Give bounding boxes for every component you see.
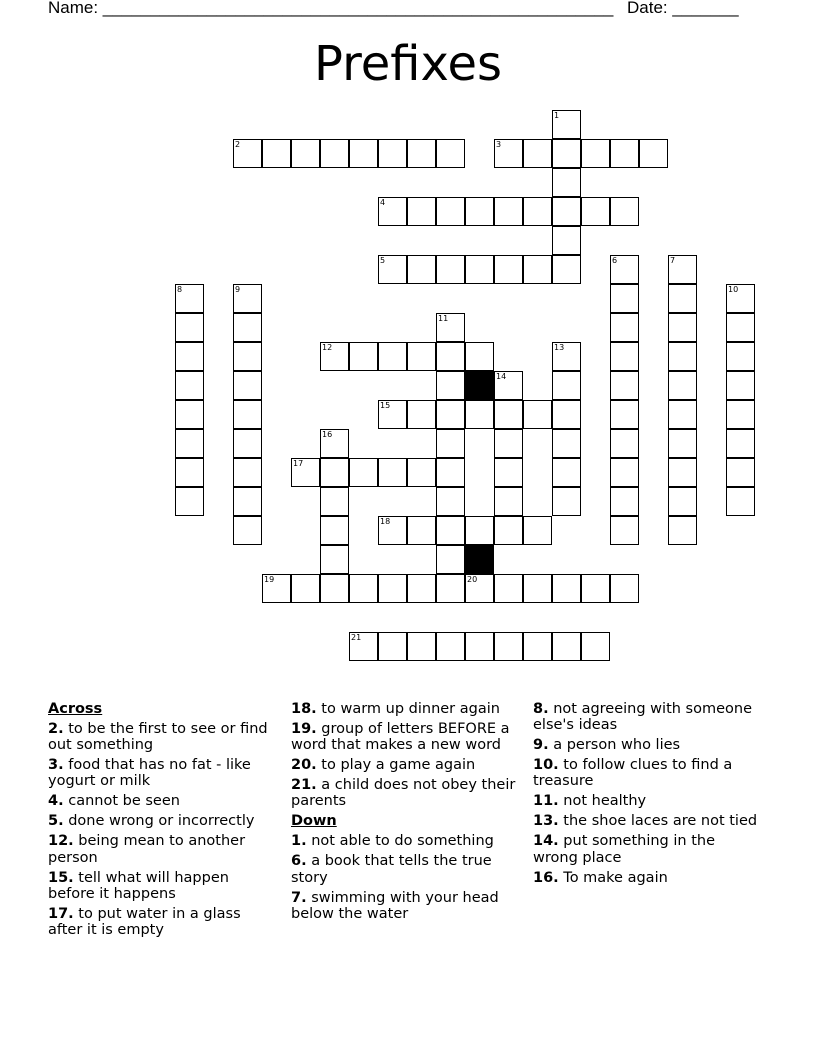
grid-cell[interactable]: [465, 516, 494, 545]
page-title: Prefixes: [313, 36, 502, 92]
clue-number-label: 14: [496, 372, 507, 381]
grid-cell[interactable]: [320, 487, 349, 516]
down-clue: [291, 833, 519, 849]
down-clue: [533, 757, 763, 789]
clue-number-label: 9: [235, 285, 241, 294]
grid-cell[interactable]: [320, 458, 349, 487]
grid-cell[interactable]: [233, 429, 262, 458]
clue-number: 9.: [533, 737, 549, 754]
grid-cell[interactable]: [233, 400, 262, 429]
grid-cell[interactable]: [494, 632, 523, 661]
across-clue: [48, 757, 273, 789]
clue-text: being mean to another person: [48, 833, 246, 866]
grid-cell[interactable]: [523, 197, 552, 226]
grid-cell[interactable]: [465, 632, 494, 661]
grid-cell[interactable]: [552, 429, 581, 458]
name-field-label: Name: ______________________________________________________: [48, 0, 614, 17]
clue-number: 2.: [48, 721, 64, 737]
grid-cell[interactable]: [581, 197, 610, 226]
across-clue: [291, 757, 519, 773]
grid-cell[interactable]: [494, 139, 523, 168]
grid-cell[interactable]: [407, 400, 436, 429]
grid-cell[interactable]: [320, 574, 349, 603]
grid-cell[interactable]: [726, 313, 755, 342]
grid-cell[interactable]: [465, 574, 494, 603]
clue-number-label: 7: [670, 256, 676, 265]
grid-cell[interactable]: [378, 516, 407, 545]
grid-cell[interactable]: [233, 284, 262, 313]
grid-cell[interactable]: [407, 458, 436, 487]
grid-cell[interactable]: [407, 255, 436, 284]
grid-cell[interactable]: [610, 516, 639, 545]
grid-cell[interactable]: [407, 516, 436, 545]
grid-cell[interactable]: [610, 313, 639, 342]
grid-cell[interactable]: [436, 632, 465, 661]
clue-number-label: 19: [264, 575, 275, 584]
grid-cell[interactable]: [378, 197, 407, 226]
down-clue: [533, 813, 763, 829]
clue-number: 18.: [291, 701, 317, 717]
clue-text: not healthy: [563, 793, 647, 810]
grid-cell[interactable]: [552, 458, 581, 487]
across-heading: Across: [48, 701, 103, 717]
grid-cell[interactable]: [291, 139, 320, 168]
clue-number-label: 5: [380, 256, 386, 265]
grid-cell[interactable]: [175, 487, 204, 516]
grid-cell[interactable]: [436, 458, 465, 487]
across-clue: [48, 813, 273, 829]
grid-cell[interactable]: [610, 458, 639, 487]
grid-cell[interactable]: [320, 429, 349, 458]
clue-text: to follow clues to find a treasure: [533, 757, 733, 790]
grid-cell[interactable]: [233, 516, 262, 545]
down-clue: [533, 833, 763, 865]
grid-cell[interactable]: [726, 458, 755, 487]
grid-cell[interactable]: [233, 342, 262, 371]
down-clue: [291, 890, 519, 922]
grid-cell[interactable]: [668, 255, 697, 284]
grid-cell[interactable]: [494, 400, 523, 429]
grid-cell[interactable]: [552, 168, 581, 197]
clue-text: food that has no fat - like yogurt or milk: [48, 757, 251, 790]
clue-number: 4.: [48, 793, 64, 810]
grid-cell[interactable]: [465, 255, 494, 284]
date-field-label: Date: _______: [627, 0, 739, 17]
grid-cell[interactable]: [610, 429, 639, 458]
down-clue: [533, 870, 763, 886]
grid-cell[interactable]: [262, 574, 291, 603]
across-clue: [48, 721, 273, 753]
grid-cell[interactable]: [175, 429, 204, 458]
clue-number-label: 11: [438, 314, 449, 323]
grid-cell[interactable]: [378, 458, 407, 487]
clue-text: a person who lies: [553, 737, 681, 754]
grid-cell[interactable]: [407, 632, 436, 661]
grid-cell[interactable]: [552, 110, 581, 139]
grid-cell[interactable]: [668, 342, 697, 371]
clue-number: 21.: [291, 777, 317, 794]
grid-cell[interactable]: [610, 139, 639, 168]
grid-cell[interactable]: [668, 313, 697, 342]
grid-cell[interactable]: [233, 487, 262, 516]
clues-column-1: [48, 701, 273, 942]
grid-cell[interactable]: [233, 139, 262, 168]
grid-cell[interactable]: [407, 574, 436, 603]
grid-cell[interactable]: [552, 632, 581, 661]
clue-number: 19.: [291, 721, 317, 737]
grid-cell[interactable]: [436, 197, 465, 226]
clue-text: tell what will happen before it happens: [48, 869, 229, 902]
grid-cell[interactable]: [436, 371, 465, 400]
grid-cell[interactable]: [552, 255, 581, 284]
down-clue: [533, 737, 763, 753]
grid-cell[interactable]: [552, 400, 581, 429]
grid-cell[interactable]: [494, 458, 523, 487]
grid-cell[interactable]: [639, 139, 668, 168]
clue-number-label: 18: [380, 517, 391, 526]
grid-cell[interactable]: [407, 139, 436, 168]
grid-cell[interactable]: [233, 371, 262, 400]
clue-number: 8.: [533, 701, 549, 717]
clue-number-label: 16: [322, 430, 333, 439]
clue-number: 6.: [291, 853, 307, 870]
grid-cell[interactable]: [175, 400, 204, 429]
grid-cell[interactable]: [726, 400, 755, 429]
clue-number-label: 21: [351, 633, 362, 642]
grid-cell[interactable]: [610, 400, 639, 429]
grid-cell[interactable]: [378, 632, 407, 661]
clue-number: 14.: [533, 833, 559, 850]
grid-cell[interactable]: [494, 371, 523, 400]
clue-number-label: 20: [467, 575, 478, 584]
grid-cell[interactable]: [523, 255, 552, 284]
grid-cell[interactable]: [407, 342, 436, 371]
grid-cell[interactable]: [494, 487, 523, 516]
clue-number: 17.: [48, 905, 74, 922]
grid-cell[interactable]: [494, 429, 523, 458]
clue-number-label: 3: [496, 140, 502, 149]
grid-cell[interactable]: [668, 400, 697, 429]
grid-cell[interactable]: [436, 139, 465, 168]
grid-cell[interactable]: [552, 139, 581, 168]
grid-cell[interactable]: [494, 197, 523, 226]
grid-cell[interactable]: [668, 487, 697, 516]
across-clue: [291, 721, 519, 753]
clue-text: to play a game again: [321, 757, 476, 774]
clue-number-label: 17: [293, 459, 304, 468]
clue-number: 7.: [291, 889, 307, 906]
clue-text: not able to do something: [311, 833, 494, 850]
grid-cell[interactable]: [407, 197, 436, 226]
grid-cell[interactable]: [378, 139, 407, 168]
clue-number-label: 6: [612, 256, 618, 265]
grid-cell[interactable]: [436, 255, 465, 284]
grid-cell[interactable]: [465, 342, 494, 371]
clue-number-label: 2: [235, 140, 241, 149]
grid-cell[interactable]: [552, 342, 581, 371]
grid-cell[interactable]: [668, 371, 697, 400]
grid-cell[interactable]: [320, 139, 349, 168]
grid-cell[interactable]: [552, 574, 581, 603]
clue-number: 10.: [533, 757, 559, 774]
grid-cell[interactable]: [610, 255, 639, 284]
clue-text: To make again: [563, 869, 668, 886]
grid-cell[interactable]: [349, 342, 378, 371]
grid-cell[interactable]: [320, 516, 349, 545]
grid-cell[interactable]: [610, 284, 639, 313]
down-clue: [291, 853, 519, 885]
clue-text: a book that tells the true story: [291, 853, 492, 886]
down-clue: [533, 793, 763, 809]
grid-cell[interactable]: [552, 197, 581, 226]
grid-cell[interactable]: [494, 574, 523, 603]
across-clue: [48, 906, 273, 938]
clue-number: 12.: [48, 833, 74, 850]
grid-cell[interactable]: [668, 458, 697, 487]
clue-text: to warm up dinner again: [321, 701, 500, 717]
clue-text: the shoe laces are not tied: [563, 813, 758, 830]
grid-cell[interactable]: [175, 284, 204, 313]
grid-cell[interactable]: [436, 400, 465, 429]
grid-cell[interactable]: [610, 342, 639, 371]
grid-cell[interactable]: [668, 429, 697, 458]
grid-cell[interactable]: [523, 400, 552, 429]
grid-cell[interactable]: [436, 545, 465, 574]
grid-cell[interactable]: [726, 429, 755, 458]
grid-cell[interactable]: [552, 226, 581, 255]
grid-cell[interactable]: [436, 516, 465, 545]
clue-text: to put water in a glass after it is empty: [48, 905, 241, 939]
grid-cell[interactable]: [523, 516, 552, 545]
grid-cell[interactable]: [378, 255, 407, 284]
grid-cell[interactable]: [610, 197, 639, 226]
clue-text: put something in the wrong place: [533, 833, 715, 866]
across-clue: [48, 793, 273, 809]
grid-cell[interactable]: [726, 487, 755, 516]
grid-cell[interactable]: [523, 139, 552, 168]
clues-column-2: [291, 701, 519, 926]
clue-number-label: 13: [554, 343, 565, 352]
grid-cell[interactable]: [494, 255, 523, 284]
grid-cell[interactable]: [320, 342, 349, 371]
grid-cell[interactable]: [175, 371, 204, 400]
grid-cell[interactable]: [233, 313, 262, 342]
across-clue: [291, 777, 519, 809]
grid-cell[interactable]: [523, 632, 552, 661]
grid-cell[interactable]: [378, 400, 407, 429]
clue-number-label: 15: [380, 401, 391, 410]
clue-number: 13.: [533, 813, 559, 830]
grid-cell[interactable]: [552, 371, 581, 400]
across-clue: [291, 701, 519, 717]
clue-number: 20.: [291, 757, 317, 774]
grid-cell[interactable]: [349, 139, 378, 168]
clue-number-label: 4: [380, 198, 386, 207]
clue-text: swimming with your head below the water: [291, 889, 499, 922]
clue-number: 11.: [533, 793, 559, 810]
clue-number: 1.: [291, 833, 307, 850]
black-square: [465, 371, 494, 400]
clue-number-label: 12: [322, 343, 333, 352]
grid-cell[interactable]: [349, 632, 378, 661]
grid-cell[interactable]: [349, 574, 378, 603]
grid-cell[interactable]: [378, 342, 407, 371]
clue-text: a child does not obey their parents: [291, 777, 516, 810]
clue-number-label: 8: [177, 285, 183, 294]
clue-text: not agreeing with someone else's ideas: [533, 701, 753, 734]
grid-cell[interactable]: [610, 574, 639, 603]
clue-number: 5.: [48, 813, 64, 830]
grid-cell[interactable]: [552, 487, 581, 516]
clue-text: cannot be seen: [68, 793, 180, 810]
grid-cell[interactable]: [320, 545, 349, 574]
grid-cell[interactable]: [726, 284, 755, 313]
grid-cell[interactable]: [494, 516, 523, 545]
grid-cell[interactable]: [436, 487, 465, 516]
grid-cell[interactable]: [726, 371, 755, 400]
grid-cell[interactable]: [668, 516, 697, 545]
grid-cell[interactable]: [523, 574, 552, 603]
grid-cell[interactable]: [175, 342, 204, 371]
grid-cell[interactable]: [175, 313, 204, 342]
clue-text: group of letters BEFORE a word that makes a new word: [291, 721, 510, 754]
black-square: [465, 545, 494, 574]
grid-cell[interactable]: [175, 458, 204, 487]
clues-column-3: [533, 701, 763, 890]
grid-cell[interactable]: [726, 342, 755, 371]
grid-cell[interactable]: [581, 574, 610, 603]
grid-cell[interactable]: [436, 574, 465, 603]
grid-cell[interactable]: [262, 139, 291, 168]
across-clue: [48, 870, 273, 902]
clue-number: 3.: [48, 757, 64, 774]
grid-cell[interactable]: [668, 284, 697, 313]
grid-cell[interactable]: [610, 371, 639, 400]
clue-number-label: 1: [554, 111, 560, 120]
clue-number: 15.: [48, 869, 74, 886]
clue-text: to be the first to see or find out something: [48, 721, 268, 754]
down-heading: Down: [291, 813, 337, 830]
grid-cell[interactable]: [349, 458, 378, 487]
grid-cell[interactable]: [581, 632, 610, 661]
down-clue: [533, 701, 763, 733]
grid-cell[interactable]: [465, 197, 494, 226]
grid-cell[interactable]: [291, 574, 320, 603]
grid-cell[interactable]: [291, 458, 320, 487]
across-clue: [48, 833, 273, 865]
grid-cell[interactable]: [436, 313, 465, 342]
grid-cell[interactable]: [378, 574, 407, 603]
clue-text: done wrong or incorrectly: [68, 813, 255, 830]
grid-cell[interactable]: [465, 400, 494, 429]
grid-cell[interactable]: [610, 487, 639, 516]
grid-cell[interactable]: [581, 139, 610, 168]
grid-cell[interactable]: [436, 342, 465, 371]
clue-number: 16.: [533, 869, 559, 886]
grid-cell[interactable]: [233, 458, 262, 487]
grid-cell[interactable]: [436, 429, 465, 458]
clue-number-label: 10: [728, 285, 739, 294]
